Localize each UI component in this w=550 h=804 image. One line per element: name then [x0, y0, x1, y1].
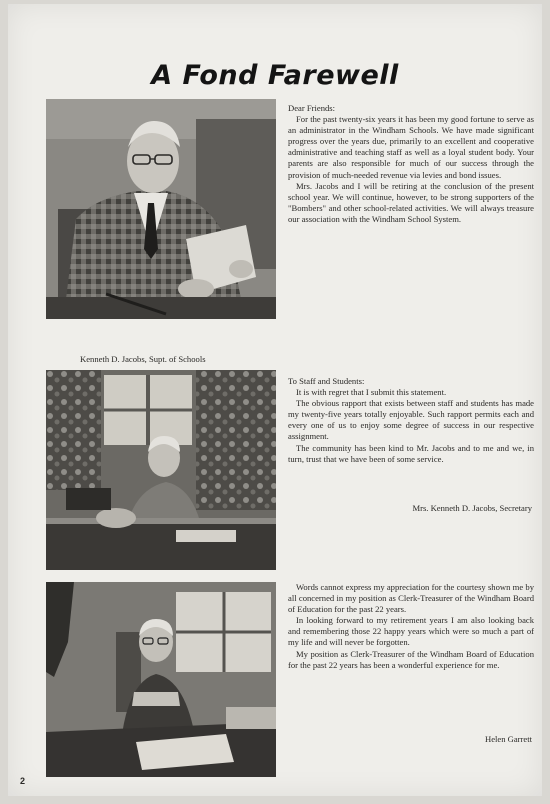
- yearbook-page: [8, 4, 542, 796]
- letter3-paragraph: My position as Clerk-Treasurer of the Windham Board of Education for the past 22 years has been a wonderful experience for me.: [288, 648, 534, 670]
- letter-clerk-treasurer: [288, 582, 534, 671]
- letter-superintendent: [288, 103, 534, 225]
- signature-clerk-treasurer: Helen Garrett: [484, 734, 532, 744]
- letter3-paragraph: In looking forward to my retirement years I am also looking back and remembering those 22 happy years which were so much a part of my life and will never be forgotten.: [288, 615, 534, 648]
- letter2-paragraph: The obvious rapport that exists between staff and students has made my twenty-five years totally enjoyable. Such rapport permits each and every one of us to enjoy some degree of success in our respective assignment.: [288, 398, 534, 442]
- letter2-paragraph: It is with regret that I submit this statement.: [296, 387, 447, 398]
- letter-secretary: [288, 376, 534, 465]
- page-number: 2: [20, 776, 26, 786]
- letter1-paragraph: Mrs. Jacobs and I will be retiring at the conclusion of the present school year. We will continue, however, to be strong supporters of the "Bombers" and other school-related activities. We will always treasure our association with the Windham School System.: [288, 180, 534, 224]
- letter1-paragraph: For the past twenty-six years it has been my good fortune to serve as an administrator in the Windham Schools. We have made significant progress over the years due, primarily to an excellent and cooperative administrative and teaching staff as well as a loyal student body. Your parents are also responsible for much of our success through the provision of much-needed revenue via levies and bond issues.: [288, 114, 534, 180]
- letter3-paragraph: Words cannot express my appreciation for the courtesy shown me by all concerned in my position as Clerk-Treasurer of the Windham Board of Education for the past 22 years.: [288, 582, 534, 615]
- letter1-salutation: Dear Friends:: [288, 103, 336, 113]
- signature-secretary: Mrs. Kenneth D. Jacobs, Secretary: [412, 503, 532, 513]
- photo-caption-superintendent: Kenneth D. Jacobs, Supt. of Schools: [80, 354, 206, 364]
- letter2-salutation: To Staff and Students:: [288, 376, 365, 386]
- photo-clerk-treasurer: [46, 582, 276, 777]
- page-title: A Fond Farewell: [151, 60, 399, 91]
- letter2-paragraph: The community has been kind to Mr. Jacobs and to me and we, in turn, trust that we have been of some service.: [288, 442, 534, 464]
- photo-superintendent: [46, 99, 276, 319]
- photo-secretary: [46, 370, 276, 570]
